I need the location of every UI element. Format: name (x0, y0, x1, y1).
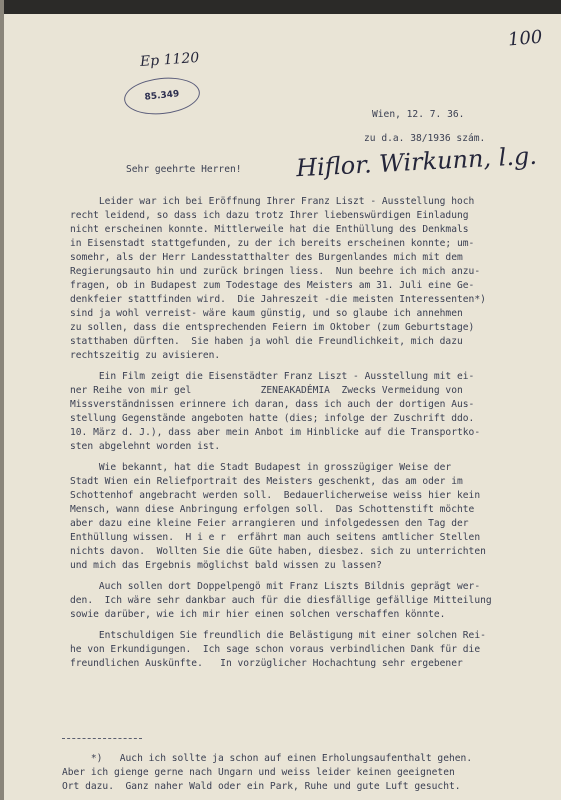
body-line: aber dazu eine kleine Feier arrangieren und infolgedessen den Tag der (70, 518, 469, 529)
footnote-line: Ort dazu. Ganz naher Wald oder ein Park, Ruhe und gute Luft gesucht. (62, 781, 461, 792)
handwritten-annotation: Hiflor. Wirkunn, l.g. (295, 141, 538, 183)
scan-top-edge (0, 0, 561, 14)
body-line: Wie bekannt, hat die Stadt Budapest in grosszügiger Weise der (70, 462, 452, 473)
body-line: rechtszeitig zu avisieren. (70, 350, 221, 361)
body-line: zu sollen, dass die entsprechenden Feiern im Oktober (zum Geburtstage) (70, 322, 475, 333)
footnote-line: *) Auch ich sollte ja schon auf einen Erholungsaufenthalt gehen. (62, 753, 473, 764)
archive-stamp (122, 74, 201, 118)
body-line: he von Erkundigungen. Ich sage schon voraus verbindlichen Dank für die (70, 644, 481, 655)
body-line: und mich das Ergebnis möglichst bald wissen zu lassen? (70, 560, 382, 571)
body-line: den. Ich wäre sehr dankbar auch für die diesfällige gefällige Mitteilung (70, 595, 492, 606)
body-line: nicht erscheinen konnte. Mittlerweile hat die Enthüllung des Denkmals (70, 224, 469, 235)
body-line: 10. März d. J.), dass aber mein Anbot im Hinblicke auf die Transportko- (70, 427, 481, 438)
page-number: 100 (507, 26, 544, 51)
body-line: Mensch, wann diese Anbringung erfolgen soll. Das Schottenstift möchte (70, 504, 475, 515)
body-line: Auch sollen dort Doppelpengö mit Franz Liszts Bildnis geprägt wer- (70, 581, 481, 592)
body-line: Missverständnissen erinnere ich daran, dass ich auch der dortigen Aus- (70, 399, 475, 410)
stamp-number: 85.349 (144, 89, 180, 103)
body-line: recht leidend, so dass ich dazu trotz Ihrer liebenswürdigen Einladung (70, 210, 469, 221)
body-line: Leider war ich bei Eröffnung Ihrer Franz Liszt - Ausstellung hoch (70, 196, 475, 207)
body-line: nichts davon. Wollten Sie die Güte haben, diesbez. sich zu unterrichten (70, 546, 486, 557)
body-line: Stadt Wien ein Reliefportrait des Meisters geschenkt, das am oder im (70, 476, 463, 487)
body-line: in Eisenstadt stattgefunden, zu der ich bereits erscheinen konnte; um- (70, 238, 475, 249)
body-line: Enthüllung wissen. H i e r erfährt man auch seitens amtlicher Stellen (70, 532, 481, 543)
body-line: Regierungsauto hin und zurück bringen liess. Nun beehre ich mich anzu- (70, 266, 481, 277)
archive-reference: Ep 1120 (139, 49, 200, 71)
body-line: freundlichen Auskünfte. In vorzüglicher Hochachtung sehr ergebener (70, 658, 463, 669)
body-line: sten abgelehnt worden ist. (70, 441, 221, 452)
body-line: somehr, als der Herr Landesstatthalter des Burgenlandes mich mit dem (70, 252, 463, 263)
body-line: denkfeier stattfinden wird. Die Jahreszeit -die meisten Interessenten*) (70, 294, 486, 305)
body-line: statthaben dürften. Sie haben ja wohl die Freundlichkeit, mich dazu (70, 336, 463, 347)
body-line: ner Reihe von mir gel ZENEAKADÉMIA Zwecks Vermeidung von (70, 385, 463, 396)
body-line: stellung Gegenstände angeboten hatte (dies; infolge der Zuschrift ddo. (70, 413, 475, 424)
body-line: fragen, ob in Budapest zum Todestage des Meisters am 31. Juli eine Ge- (70, 280, 475, 291)
reference-number: zu d.a. 38/1936 szám. (364, 133, 486, 144)
body-line: sowie darüber, wie ich mir hier einen solchen verschaffen könnte. (70, 609, 446, 620)
body-line: Entschuldigen Sie freundlich die Belästigung mit einer solchen Rei- (70, 630, 486, 641)
footnote-divider (62, 738, 142, 739)
body-line: Ein Film zeigt die Eisenstädter Franz Liszt - Ausstellung mit ei- (70, 371, 475, 382)
footnote-line: Aber ich gienge gerne nach Ungarn und weiss leider keinen geeigneten (62, 767, 455, 778)
salutation: Sehr geehrte Herren! (126, 164, 242, 175)
place-date: Wien, 12. 7. 36. (372, 109, 465, 120)
body-line: sind ja wohl verreist- wäre kaum günstig, und so glaube ich annehmen (70, 308, 463, 319)
scan-left-edge (0, 0, 4, 800)
body-line: Schottenhof angebracht werden soll. Bedauerlicherweise weiss hier kein (70, 490, 481, 501)
